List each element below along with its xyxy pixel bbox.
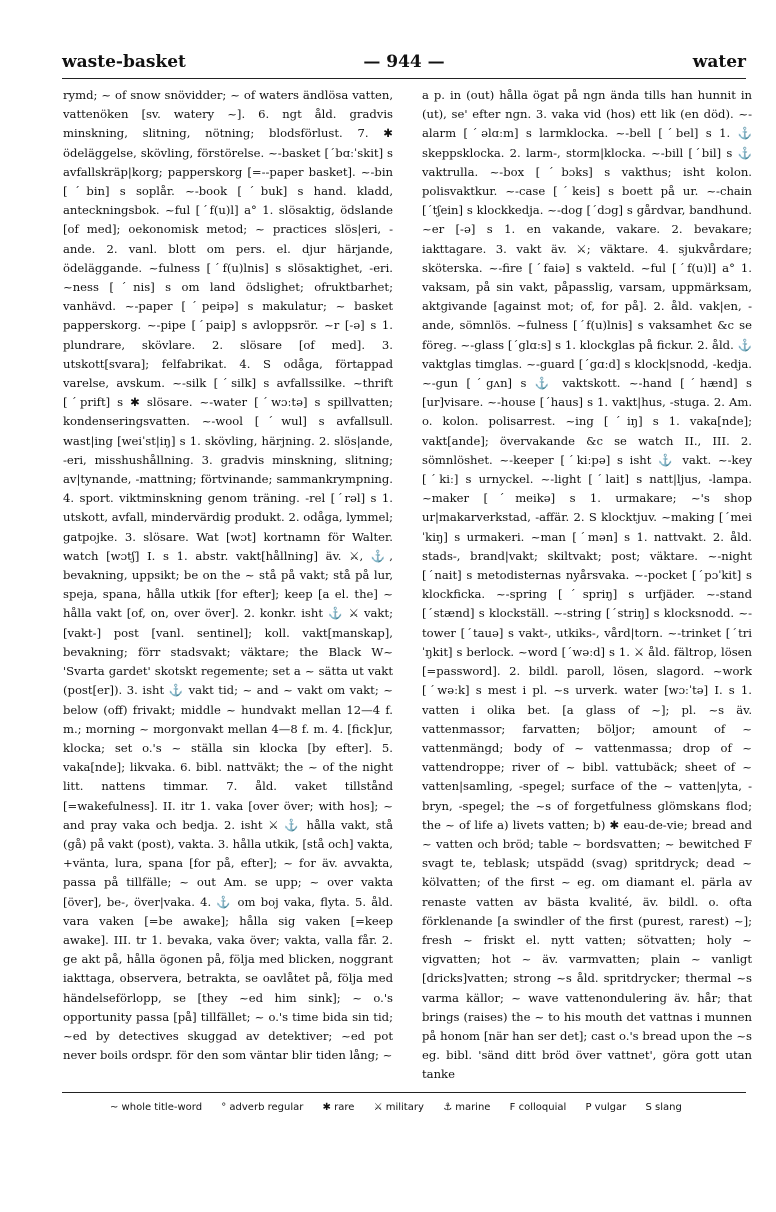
header-right-guideword: water	[692, 52, 746, 72]
legend-item: ° adverb regular	[221, 1102, 304, 1113]
legend-item: P vulgar	[585, 1102, 627, 1113]
legend-item: ~ whole title-word	[110, 1102, 203, 1113]
header-left-guideword: waste-basket	[62, 52, 186, 72]
symbol-legend	[110, 1100, 736, 1116]
legend-item: F colloquial	[509, 1102, 567, 1113]
legend-item: ✱ rare	[322, 1102, 355, 1113]
right-column-text: a p. in (out) hålla ögat på ngn ända tills han hunnit in (ut), se' efter ngn. 3. vaka vid (hos) ett lik (en död). ~-alarm [ˊəlɑːm] s larmklocka. ~-bell [ˊbel] s 1. ⚓ skeppsklocka. 2. larm-, storm|klocka. ~-bill [ˊbil] s ⚓ vaktrulla. ~-box [ˊbɔks] s vakthus; isht kolon. polisvaktkur. ~-case [ˊkeis] s boett på ur. ~-chain [ˊtʃein] s klockkedja. ~-dog [ˊdɔg] s gårdvar, bandhund. ~er [-ə] s 1. en vakande, vakare. 2. bevakare; iakttagare. 3. vakt äv. ⚔; väktare. 4. sjukvårdare; sköterska. ~-fire [ˊfaiə] s vakteld. ~ful [ˊf(u)l] a° 1. vaksam, på sin vakt, påpasslig, varsam, uppmärksam, aktgivande [against mot; of, for på]. 2. åld. vak|en, -ande, sömnlös. ~fulness [ˊf(u)lnis] s vaksamhet &c se föreg. ~-glass [ˊglɑːs] s 1. klockglas på fickur. 2. åld. ⚓ vaktglas timglas. ~-guard [ˊgɑːd] s klock|snodd, -kedja. ~-gun [ˊgʌn] s ⚓ vaktskott. ~-hand [ˊhænd] s [ur]visare. ~-house [ˊhaus] s 1. vakt|hus, -stuga. 2. Am. o. kolon. polisarrest. ~ing [ˊiŋ] s 1. vaka[nde]; vakt[ande]; övervakande &c se watch II., III. 2. sömnlöshet. ~-keeper [ˊkiːpə] s isht ⚓ vakt. ~-key [ˊkiː] s urnyckel. ~-light [ˊlait] s natt|ljus, -lampa. ~maker [ˊmeikə] s 1. urmakare; ~'s shop ur|makarverkstad, -affär. 2. S klocktjuv. ~making [ˊmeiˈkiŋ] s urmakeri. ~man [ˊmən] s 1. nattvakt. 2. åld. stads-, brand|vakt; skiltvakt; post; väktare. ~-night [ˊnait] s metodisternas nyårsvaka. ~-pocket [ˊpɔˈkit] s klockficka. ~-spring [ˊspriŋ] s urfjäder. ~-stand [ˊstænd] s klockställ. ~-string [ˊstriŋ] s klocksnodd. ~-tower [ˊtauə] s vakt-, utkiks-, vård|torn. ~-trinket [ˊtriˈŋkit] s berlock. ~word [ˊwəːd] s 1. ⚔ åld. fältrop, lösen [=password]. 2. bildl. paroll, lösen, slagord. ~work [ˊwəːk] s mest i pl. ~s urverk. water [wɔːˈtə] I. s 1. vatten i olika bet. [a glass of ~]; pl. ~s äv. vattenmassor; farvatten; böljor; amount of ~ vattenmängd; body of ~ vattenmassa; drop of ~ vattendroppe; river of ~ bibl. vattubäck; sheet of ~ vatten|samling, -spegel; surface of the ~ vatten|yta, -bryn, -spegel; the ~s of forgetfulness glömskans flod; the ~ of life a) livets vatten; b) ✱ eau-de-vie; bread and ~ vatten och bröd; table ~ bordsvatten; ~ bewitched F svagt te, teblask; utspädd (svag) spritdryck; dead ~ kölvatten; of the first ~ eg. om diamant el. pärla av renaste vatten av bästa kvalité, äv. bildl. o. ofta förklenande [a swindler of the first (purest, rarest) ~]; fresh ~ friskt el. nytt vatten; sötvatten; holy ~ vigvatten; hot ~ äv. varmvatten; plain ~ vanligt [dricks]vatten; strong ~s åld. spritdrycker; thermal ~s varma källor; ~ wave vattenondulering äv. hår; that brings (raises) the ~ to his mouth det vattnas i munnen på honom [när han ser det]; cast o.'s bread upon the ~s eg. bibl. 'sänd ditt bröd över vattnet', göra gott utan tanke	[422, 88, 752, 1082]
legend-item: ⚓ marine	[443, 1102, 491, 1113]
legend-item: ⚔ military	[373, 1102, 424, 1113]
page-header	[62, 52, 746, 76]
footer-rule	[62, 1092, 746, 1093]
page-number: — 944 —	[363, 52, 445, 72]
right-column	[422, 86, 752, 1086]
left-column	[63, 86, 393, 1086]
left-column-text: rymd; ~ of snow snövidder; ~ of waters ändlösa vatten, vattenöken [sv. watery ~]. 6. ngt åld. gradvis minskning, slitning, nötning; blodsförlust. 7. ✱ ödeläggelse, skövling, förstörelse. ~-basket [ˊbɑːˈskit] s avfallskräp|korg; papperskorg [=--paper basket]. ~-bin [ˊbin] s soplår. ~-book [ˊbuk] s hand. kladd, anteckningsbok. ~ful [ˊf(u)l] a° 1. slösaktig, ödslande [of med]; oekonomisk metod; ~ practices slös|eri, -ande. 2. vanl. blott om pers. el. djur härjande, ödeläggande. ~fulness [ˊf(u)lnis] s slösaktighet, -eri. ~ness [ˊnis] s om land ödslighet; ofruktbarhet; vanhävd. ~-paper [ˊpeipə] s makulatur; ~ basket papperskorg. ~-pipe [ˊpaip] s avloppsrör. ~r [-ə] s 1. plundrare, skövlare. 2. slösare [of med]. 3. utskott[svara]; felfabrikat. 4. S odåga, förtappad varelse, avskum. ~-silk [ˊsilk] s avfallssilke. ~thrift [ˊprift] s ✱ slösare. ~-water [ˊwɔːtə] s spillvatten; kondenseringsvatten. ~-wool [ˊwul] s avfallsull. wast|ing [weiˈst|iŋ] s 1. skövling, härjning. 2. slös|ande, -eri, misshushållning. 3. gradvis minskning, slitning; av|tynande, -mattning; förtvinande; sammankrympning. 4. sport. viktminskning genom träning. -rel [ˊrəl] s 1. utskott, avfall, mindervärdig produkt. 2. odåga, lymmel; gatpojke. 3. slösare. Wat [wɔt] kortnamn för Walter. watch [wɔtʃ] I. s 1. abstr. vakt[hållning] äv. ⚔, ⚓, bevakning, uppsikt; be on the ~ stå på vakt; stå på lur, speja, spana, hålla utkik [for efter]; keep [a el. the] ~ hålla vakt [of, on, over över]. 2. konkr. isht ⚓ ⚔ vakt; [vakt-] post [vanl. sentinel]; koll. vakt[manskap], bevakning; förr stadsvakt; väktare; the Black W~ 'Svarta gardet' skotskt regemente; set a ~ sätta ut vakt (post[er]). 3. isht ⚓ vakt tid; ~ and ~ vakt om vakt; ~ below (off) frivakt; middle ~ hundvakt mellan 12—4 f. m.; morning ~ morgonvakt mellan 4—8 f. m. 4. [fick]ur, klocka; set o.'s ~ ställa sin klocka [by efter]. 5. vaka[nde]; likvaka. 6. bibl. nattväkt; the ~ of the night litt. nattens timmar. 7. åld. vaket tillstånd [=wakefulness]. II. itr 1. vaka [over över; with hos]; ~ and pray vaka och bedja. 2. isht ⚔ ⚓ hålla vakt, stå (gå) på vakt (post), vakta. 3. hålla utkik, [stå och] vakta, +vänta, lura, spana [for på, efter]; ~ for äv. avvakta, passa på tillfälle; ~ out Am. se upp; ~ over vakta [över], be-, över|vaka. 4. ⚓ om boj vaka, flyta. 5. åld. vara vaken [=be awake]; hålla sig vaken [=keep awake]. III. tr 1. bevaka, vaka över; vakta, valla får. 2. ge akt på, hålla ögonen på, följa med blicken, noggrant iakttaga, observera, betrakta, se oavlåtet på, följa med händelseförlopp, se [they ~ed him sink]; ~ o.'s opportunity passa [på] tillfället; ~ o.'s time bida sin tid; ~ed by detectives skuggad av detektiver; ~ed pot never boils ordspr. för den som väntar blir tiden lång; ~	[63, 88, 393, 1063]
legend-item: S slang	[645, 1102, 682, 1113]
header-rule	[62, 78, 746, 79]
